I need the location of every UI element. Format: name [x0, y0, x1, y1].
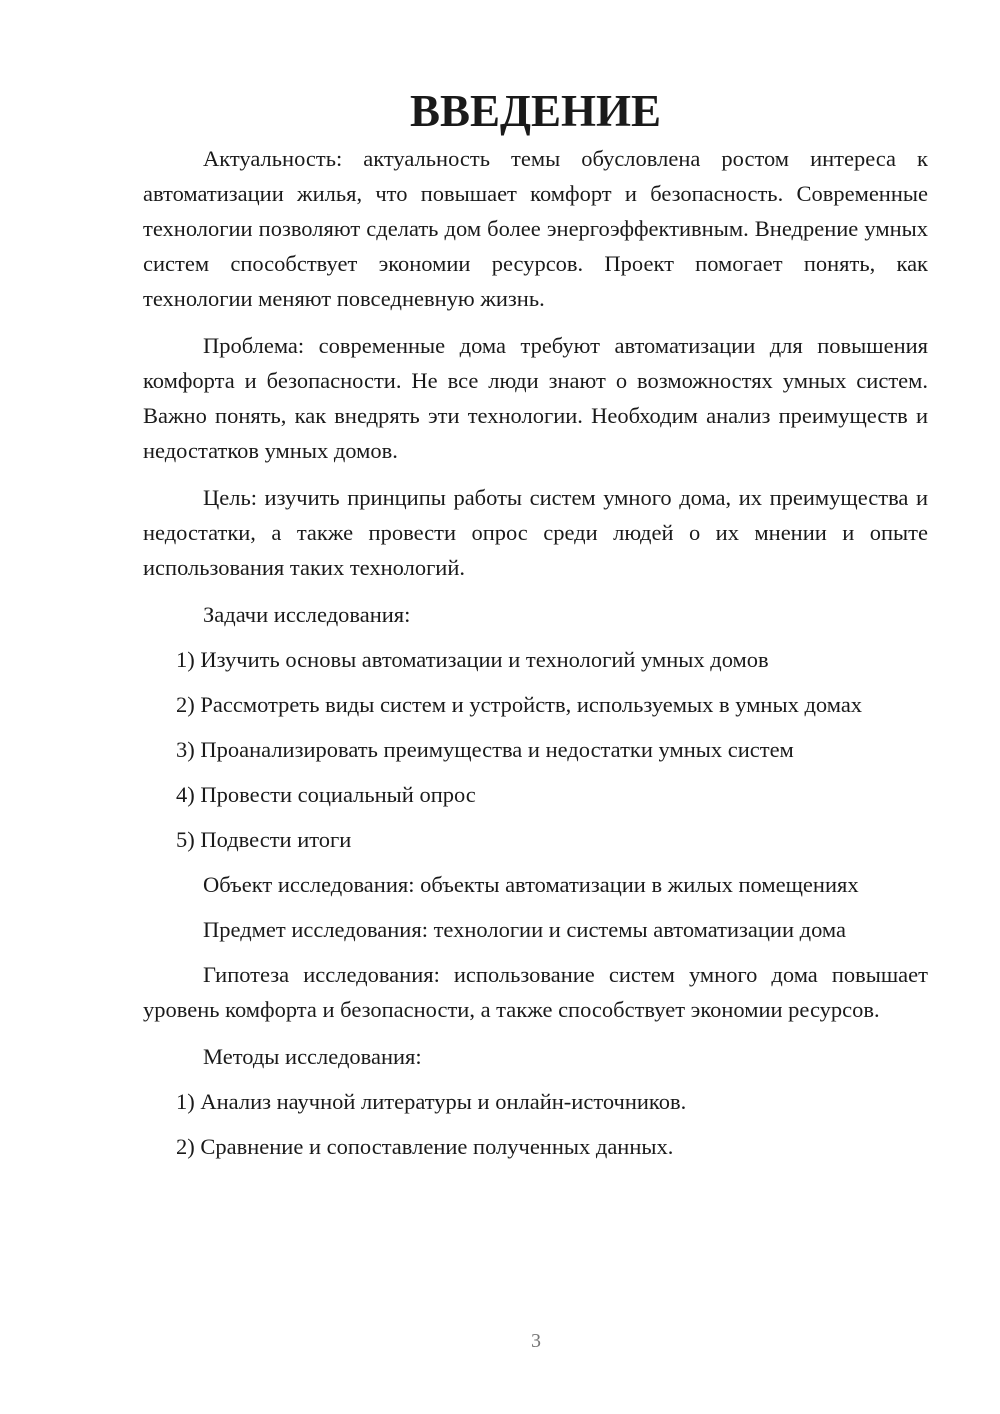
list-item: 4) Провести социальный опрос: [176, 782, 476, 807]
list-item: 5) Подвести итоги: [176, 827, 352, 852]
goal-paragraph: Цель: изучить принципы работы систем умного дома, их преимущества и недостатки, а также провести опрос среди людей о их мнении и опыте использования таких технологий.: [143, 485, 928, 580]
list-item: 1) Изучить основы автоматизации и технологий умных домов: [176, 647, 769, 672]
list-item: 3) Проанализировать преимущества и недостатки умных систем: [176, 737, 794, 762]
tasks-list: [143, 642, 928, 857]
subject-paragraph: Предмет исследования: технологии и системы автоматизации дома: [203, 917, 846, 942]
list-item: 2) Сравнение и сопоставление полученных данных.: [176, 1134, 674, 1159]
list-item: 1) Анализ научной литературы и онлайн-источников.: [176, 1089, 687, 1114]
document-page: [143, 86, 928, 1174]
page-number: 3: [531, 1330, 541, 1352]
relevance-paragraph: Актуальность: актуальность темы обусловлена ростом интереса к автоматизации жилья, что повышает комфорт и безопасность. Современные технологии позволяют сделать дом более энергоэффективным. Внедрение умных систем способствует экономии ресурсов. Проект помогает понять, как технологии меняют повседневную жизнь.: [143, 146, 928, 311]
object-paragraph: Объект исследования: объекты автоматизации в жилых помещениях: [203, 872, 859, 897]
hypothesis-paragraph: Гипотеза исследования: использование систем умного дома повышает уровень комфорта и безопасности, а также способствует экономии ресурсов.: [143, 962, 928, 1022]
tasks-heading: Задачи исследования:: [203, 602, 411, 627]
methods-heading: Методы исследования:: [203, 1044, 422, 1069]
problem-paragraph: Проблема: современные дома требуют автоматизации для повышения комфорта и безопасности. Не все люди знают о возможностях умных систем. Важно понять, как внедрять эти технологии. Необходим анализ преимуществ и недостатков умных домов.: [143, 333, 928, 463]
section-title: ВВЕДЕНИЕ: [409, 86, 662, 136]
list-item: 2) Рассмотреть виды систем и устройств, используемых в умных домах: [176, 692, 863, 717]
methods-list: [143, 1084, 928, 1164]
